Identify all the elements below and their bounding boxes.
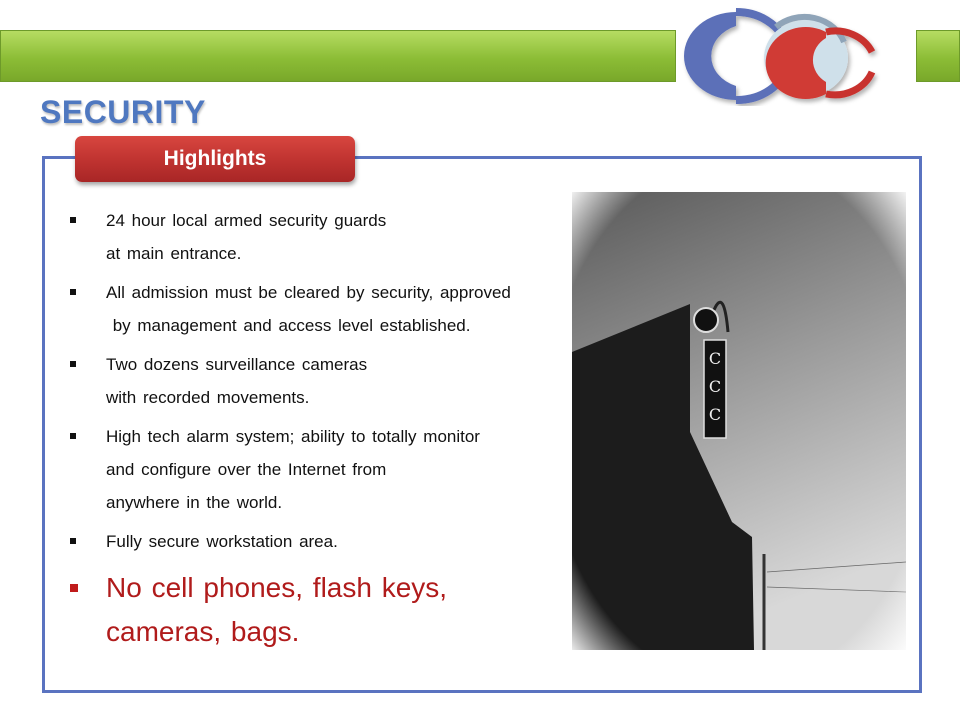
list-item-line: Two dozens surveillance cameras (106, 355, 368, 374)
list-item (70, 420, 570, 519)
building-photo (572, 192, 906, 650)
list-item-line: by management and access level established. (106, 316, 471, 335)
list-item-line: and configure over the Internet from (106, 460, 387, 479)
bullet-square-icon (70, 584, 78, 592)
list-item-line: anywhere in the world. (106, 493, 283, 512)
highlights-list (70, 204, 570, 660)
company-logo (676, 2, 916, 106)
list-item-line: All admission must be cleared by security, approved (106, 283, 511, 302)
list-item (70, 348, 570, 414)
bullet-square-icon (70, 361, 76, 367)
list-item-line: Fully secure workstation area. (106, 532, 338, 551)
list-item-line: No cell phones, flash keys, (106, 572, 448, 603)
header-green-bar-left (0, 30, 676, 82)
bullet-square-icon (70, 538, 76, 544)
svg-text:C: C (708, 377, 722, 396)
list-item-line: at main entrance. (106, 244, 242, 263)
list-item-line: High tech alarm system; ability to totally monitor (106, 427, 480, 446)
list-item-line: cameras, bags. (106, 616, 300, 647)
list-item-line: with recorded movements. (106, 388, 310, 407)
svg-text:C: C (708, 349, 722, 368)
bullet-square-icon (70, 289, 76, 295)
header-green-bar-right (916, 30, 960, 82)
list-item (70, 276, 570, 342)
svg-text:C: C (708, 405, 722, 424)
list-item (70, 204, 570, 270)
list-item (70, 525, 570, 558)
list-item-emphasis (70, 566, 570, 654)
page-title: SECURITY (40, 94, 206, 130)
list-item-line: 24 hour local armed security guards (106, 211, 387, 230)
bullet-square-icon (70, 217, 76, 223)
bullet-square-icon (70, 433, 76, 439)
section-tab-highlights: Highlights (75, 136, 355, 182)
